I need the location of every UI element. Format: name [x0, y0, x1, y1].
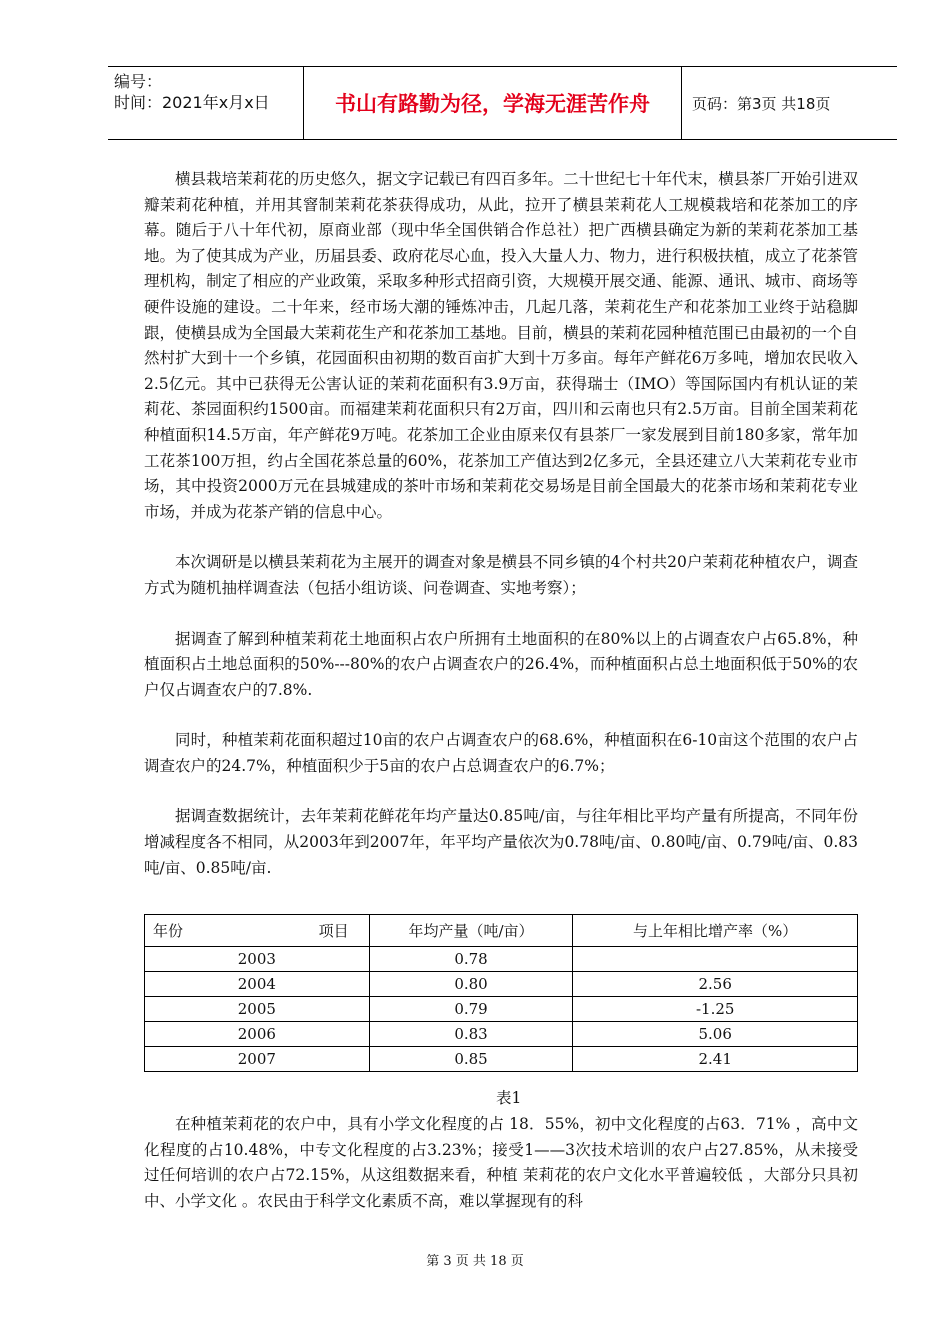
- table-row: [145, 1047, 858, 1072]
- cell-yield: 0.83: [369, 1022, 573, 1047]
- corner-item-label: 项目: [318, 922, 349, 940]
- cell-growth: 5.06: [573, 1022, 858, 1047]
- header-meta: [108, 67, 304, 139]
- paragraph-yield-stats: 据调查数据统计，去年茉莉花鲜花年均产量达0.85吨/亩，与往年相比平均产量有所提高，不同年份增减程度各不相同，从2003年到2007年，年平均产量依次为0.78吨/亩、0.80吨/亩、0.79吨/亩、0.83吨/亩、0.85吨/亩.: [144, 807, 858, 877]
- table-caption: 表1: [496, 1089, 522, 1107]
- cell-yield: 0.79: [369, 997, 573, 1022]
- page-footer: 第 3 页 共 18 页: [426, 1254, 524, 1269]
- cell-yield: 0.78: [369, 947, 573, 972]
- body-text: [144, 167, 858, 881]
- table-corner-cell: [145, 915, 370, 947]
- table-row: [145, 947, 858, 972]
- header-page-info: 页码：第3页 共18页: [692, 94, 831, 113]
- page-header: [108, 66, 897, 140]
- cell-growth: 2.56: [573, 972, 858, 997]
- table-row: [145, 997, 858, 1022]
- header-motto: 书山有路勤为径，学海无涯苦作舟: [304, 67, 682, 139]
- table-header-row: [145, 915, 858, 947]
- paragraph-survey-method: 本次调研是以横县茉莉花为主展开的调查对象是横县不同乡镇的4个村共20户茉莉花种植农户，调查方式为随机抽样调查法（包括小组访谈、问卷调查、实地考察）；: [144, 553, 858, 597]
- cell-yield: 0.85: [369, 1047, 573, 1072]
- yield-table: [144, 914, 858, 1072]
- paragraph-history: 横县栽培茉莉花的历史悠久，据文字记载已有四百多年。二十世纪七十年代末，横县茶厂开始引进双瓣茉莉花种植，并用其窨制茉莉花茶获得成功，从此，拉开了横县茉莉花人工规模栽培和花茶加工的序幕。随后于八十年代初，原商业部（现中华全国供销合作总社）把广西横县确定为新的茉莉花茶加工基地。为了使其成为产业，历届县委、政府花尽心血，投入大量人力、物力，进行积极扶植，成立了花茶管理机构，制定了相应的产业政策，采取多种形式招商引资，大规模开展交通、能源、通讯、城市、商场等硬件设施的建设。二十年来，经市场大潮的锤炼冲击，几起几落，茉莉花生产和花茶加工业终于站稳脚跟，使横县成为全国最大茉莉花生产和花茶加工基地。目前，横县的茉莉花园种植范围已由最初的一个自然村扩大到十一个乡镇，花园面积由初期的数百亩扩大到十万多亩。每年产鲜花6万多吨，增加农民收入2.5亿元。其中已获得无公害认证的茉莉花面积有3.9万亩，获得瑞士（IMO）等国际国内有机认证的茉莉花、茶园面积约1500亩。而福建茉莉花面积只有2万亩，四川和云南也只有2.5万亩。目前全国茉莉花种植面积14.5万亩，年产鲜花9万吨。花茶加工企业由原来仅有县茶厂一家发展到目前180多家，常年加工花茶100万担，约占全国花茶总量的60%，花茶加工产值达到2亿多元，全县还建立八大茉莉花专业市场，其中投资2000万元在县城建成的茶叶市场和茉莉花交易场是目前全国最大的花茶市场和茉莉花专业市场，并成为花茶产销的信息中心。: [144, 170, 858, 521]
- document-number-label: 编号：: [114, 72, 163, 91]
- cell-year: 2003: [145, 947, 370, 972]
- column-header-growth: 与上年相比增产率（%）: [573, 915, 858, 947]
- cell-yield: 0.80: [369, 972, 573, 997]
- paragraph-planting-area: 同时，种植茉莉花面积超过10亩的农户占调查农户的68.6%，种植面积在6-10亩这个范围的农户占调查农户的24.7%，种植面积少于5亩的农户占总调查农户的6.7%；: [144, 731, 858, 775]
- cell-year: 2004: [145, 972, 370, 997]
- paragraph-land-share: 据调查了解到种植茉莉花土地面积占农户所拥有土地面积的在80%以上的占调查农户占65.8%，种植面积占土地总面积的50%---80%的农户占调查农户的26.4%，而种植面积占总土地面积低于50%的农户仅占调查农户的7.8%.: [144, 629, 858, 699]
- table-row: [145, 1022, 858, 1047]
- cell-year: 2005: [145, 997, 370, 1022]
- cell-growth: [573, 947, 858, 972]
- column-header-yield: 年均产量（吨/亩）: [369, 915, 573, 947]
- cell-growth: 2.41: [573, 1047, 858, 1072]
- corner-year-label: 年份: [153, 922, 184, 940]
- table-row: [145, 972, 858, 997]
- document-time-label: 时间：2021年x月x日: [114, 93, 270, 112]
- cell-growth: -1.25: [573, 997, 858, 1022]
- body-text-continued: [144, 1112, 858, 1214]
- paragraph-education: 在种植茉莉花的农户中，具有小学文化程度的占 18．55%，初中文化程度的占63．71% ，高中文化程度的占10.48%，中专文化程度的占3.23%；接受1——3次技术培训的农户占27.85%，从未接受过任何培训的农户占72.15%，从这组数据来看，种植 茉莉花的农户文化水平普遍较低 ，大部分只具初中、小学文化 。农民由于科学文化素质不高，难以掌握现有的科: [144, 1115, 858, 1210]
- cell-year: 2007: [145, 1047, 370, 1072]
- cell-year: 2006: [145, 1022, 370, 1047]
